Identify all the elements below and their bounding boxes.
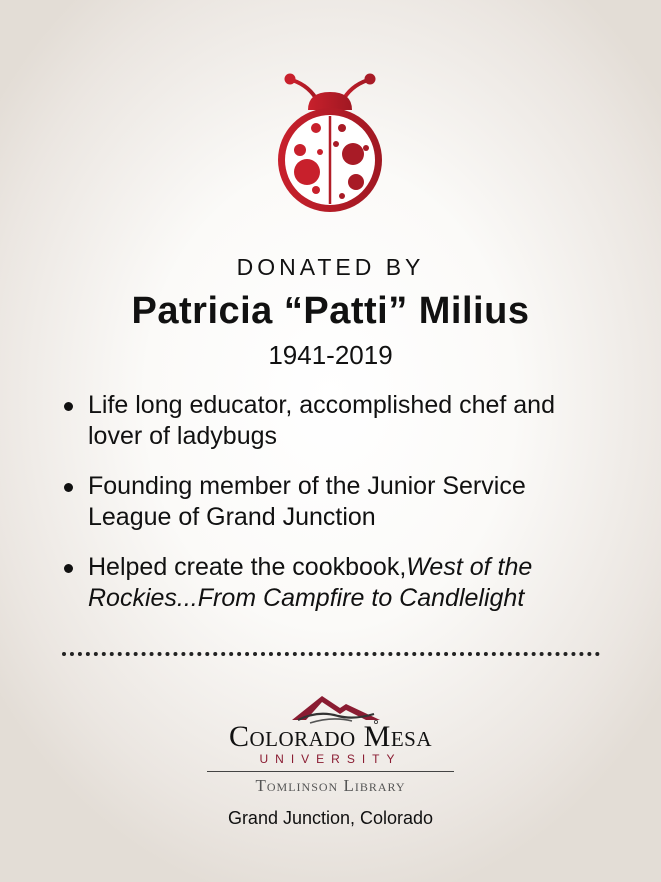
mountain-logo-icon [288, 690, 384, 724]
university-subtitle: UNIVERSITY [259, 752, 402, 766]
university-name: Colorado Mesa [228, 720, 433, 753]
bullet-icon [64, 483, 73, 492]
donor-facts-list [62, 390, 602, 633]
fact-item [62, 390, 602, 452]
dotted-divider [62, 652, 600, 656]
ladybug-icon [270, 70, 390, 222]
donated-by-heading: DONATED BY [236, 254, 425, 280]
donor-years: 1941-2019 [268, 340, 393, 370]
cookbook-title: West of the Rockies...From Campfire to Candlelight [88, 553, 533, 612]
fact-text: Helped create the cookbook, [88, 553, 407, 581]
fact-item [62, 552, 602, 614]
logo-rule [207, 771, 454, 772]
library-name: Tomlinson Library [255, 776, 406, 795]
fact-text: Life long educator, accomplished chef and lover of ladybugs [88, 391, 555, 450]
fact-item [62, 471, 602, 533]
location-text: Grand Junction, Colorado [227, 808, 434, 828]
fact-text: Founding member of the Junior Service League of Grand Junction [88, 472, 526, 531]
bullet-icon [64, 564, 73, 573]
bullet-icon [64, 402, 73, 411]
donor-name: Patricia “Patti” Milius [131, 290, 530, 332]
